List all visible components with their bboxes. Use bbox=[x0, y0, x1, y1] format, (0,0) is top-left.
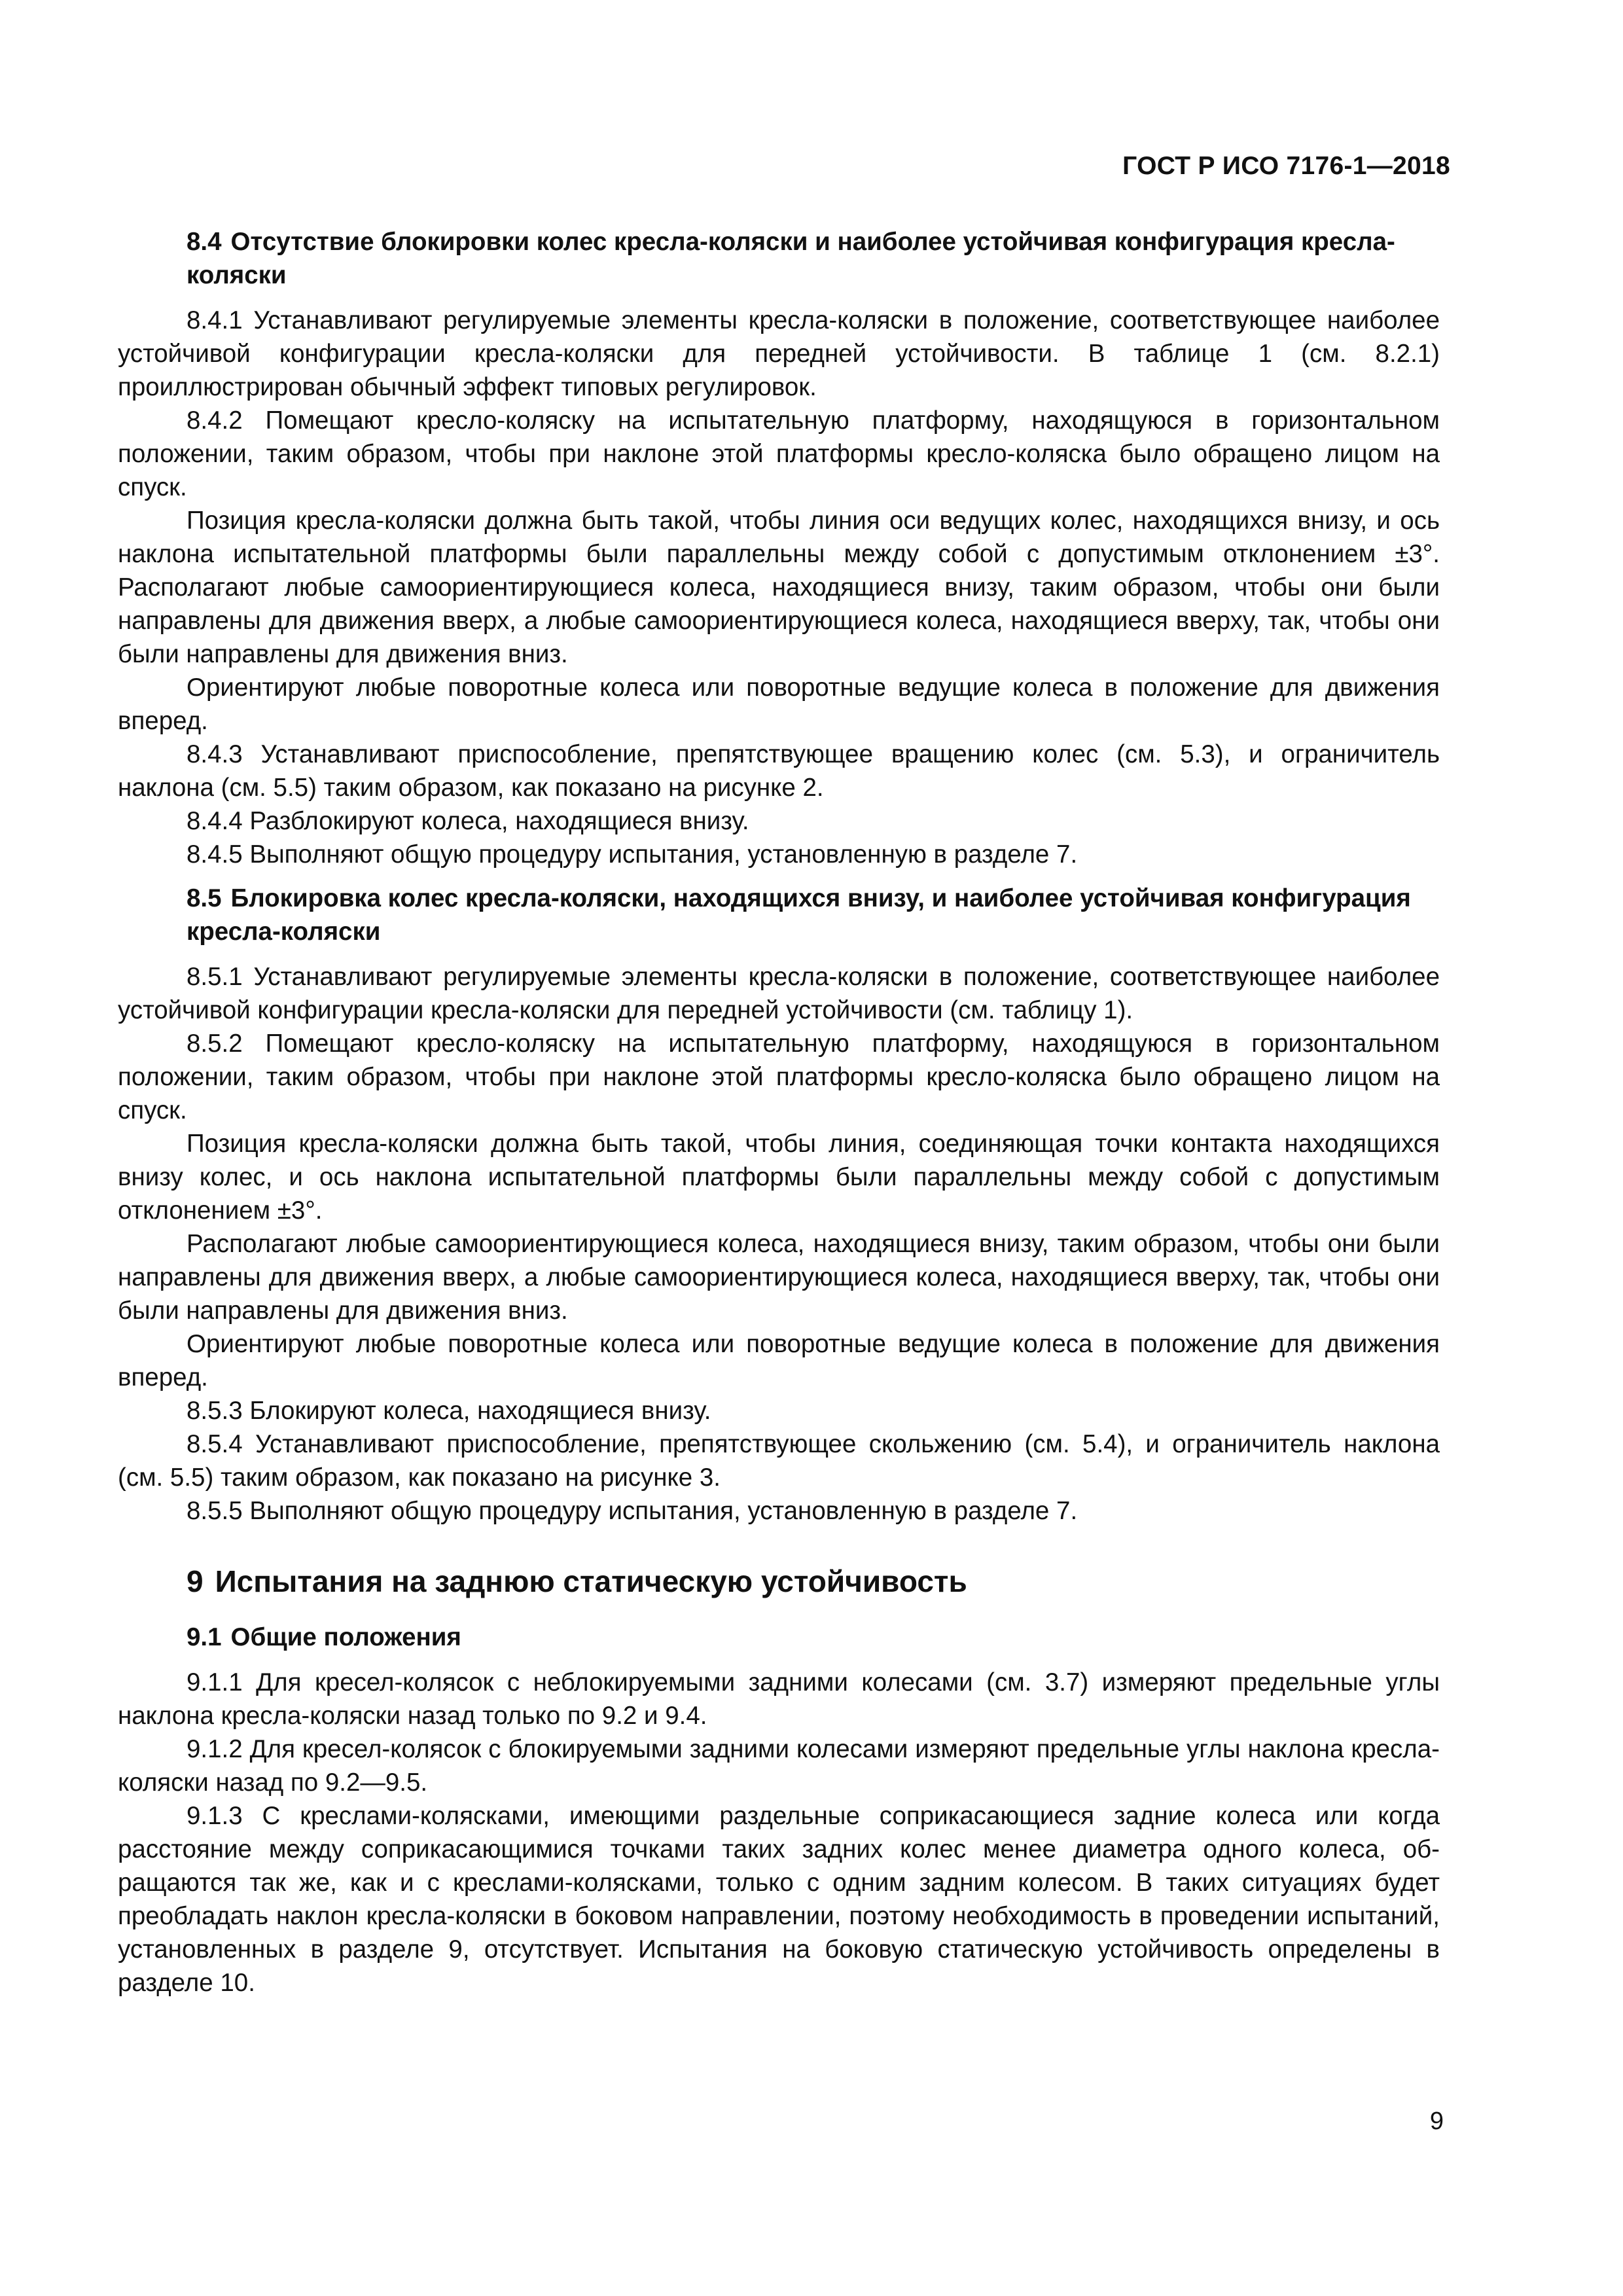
document-code-header: ГОСТ Р ИСО 7176-1—2018 bbox=[1122, 152, 1450, 180]
paragraph: 8.5.2 Помещают кресло-коляску на испытательную платформу, находящуюся в горизонтальном положении, таким образом, чтобы при наклоне этой платформы кресло-коляска было обращено лицом на спуск. bbox=[118, 1030, 1440, 1124]
paragraph: 8.4.5 Выполняют общую процедуру испытания, установленную в разделе 7. bbox=[187, 840, 1078, 869]
paragraph: 8.5.4 Устанавливают приспособление, препятствующее скольжению (см. 5.4), и ограничитель наклона (см. 5.5) таким образом, как показано на рисунке 3. bbox=[118, 1430, 1440, 1492]
paragraph: Позиция кресла-коляски должна быть такой, чтобы линия, соединяющая точки контакта находящихся внизу колес, и ось наклона испытательной платформы были параллельны между собой с допустимым отклонением ±3°. bbox=[118, 1130, 1440, 1225]
paragraph: 8.4.1 Устанавливают регулируемые элементы кресла-коляски в положение, соответствующее наиболее устойчивой конфигурации кресла-коляски для передней устойчивости. В таблице 1 (см. 8.2.1) проиллюстрирован обычный эффект типовых регулировок. bbox=[118, 306, 1440, 401]
section-title: Отсутствие блокировки колес кресла-коляски и наиболее устойчивая конфигурация кресла-коляски bbox=[187, 228, 1395, 289]
paragraph: 9.1.1 Для кресел-колясок с неблокируемыми задними колесами (см. 3.7) измеряют предельные углы наклона кресла-коляски назад только по 9.2 и 9.4. bbox=[118, 1668, 1440, 1730]
paragraph: 8.4.2 Помещают кресло-коляску на испытательную платформу, находящуюся в горизонтальном положении, таким образом, чтобы при наклоне этой платформы кресло-коляска было обращено лицом на спуск. bbox=[118, 406, 1440, 501]
section-heading-9-1 bbox=[118, 1621, 1440, 1654]
chapter-title: Испытания на заднюю статическую устойчивость bbox=[215, 1564, 967, 1598]
paragraph: 9.1.2 Для кресел-колясок с блокируемыми задними колесами измеряют предельные углы наклона кресла-коляски назад по 9.2—9.5. bbox=[118, 1735, 1440, 1797]
paragraph: 8.4.4 Разблокируют колеса, находящиеся внизу. bbox=[187, 807, 749, 835]
section-number: 9.1 bbox=[187, 1623, 222, 1651]
paragraph: 8.5.1 Устанавливают регулируемые элементы кресла-коляски в положение, соответствующее наиболее устойчивой конфигурации кресла-коляски для передней устойчивости (см. таблицу 1). bbox=[118, 963, 1440, 1024]
paragraph: 8.4.3 Устанавливают приспособление, препятствующее вращению колес (см. 5.3), и ограничитель наклона (см. 5.5) таким образом, как показано на рисунке 2. bbox=[118, 740, 1440, 802]
section-number: 8.4 bbox=[187, 228, 222, 256]
paragraph: 8.5.3 Блокируют колеса, находящиеся внизу. bbox=[187, 1397, 711, 1425]
section-number: 8.5 bbox=[187, 884, 222, 912]
chapter-heading-9 bbox=[118, 1562, 1440, 1601]
section-heading-8-5 bbox=[118, 882, 1440, 948]
paragraph: Располагают любые самоориентирующиеся колеса, находящиеся внизу, таким образом, чтобы они были направлены для движения вверх, а любые самоориентирующиеся колеса, находящиеся вверху, так, чтобы они были направлены для движения вниз. bbox=[118, 1230, 1440, 1325]
paragraph: 9.1.3 С креслами-колясками, имеющими раздельные соприкасающиеся задние колеса или когда расстояние между соприкасающимися точками таких задних колес менее диаметра одного колеса, обращаются так же, как и с креслами-колясками, только с одним задним колесом. В таких ситуациях будет преобладать наклон кресла-коляски в боковом направлении, поэтому необходимость в проведении испытаний, установленных в разделе 9, отсутствует. Испытания на боковую статическую устойчивость определены в разделе 10. bbox=[118, 1802, 1440, 1997]
paragraph: 8.5.5 Выполняют общую процедуру испытания, установленную в разделе 7. bbox=[187, 1497, 1078, 1525]
section-title: Общие положения bbox=[230, 1623, 461, 1651]
chapter-number: 9 bbox=[187, 1564, 204, 1598]
paragraph: Позиция кресла-коляски должна быть такой, чтобы линия оси ведущих колес, находящихся внизу, и ось наклона испытательной платформы были параллельны между собой с допустимым отклонением ±3°. Располагают любые самоориентирующиеся колеса, находящиеся внизу, таким образом, чтобы они были направлены для движения вверх, а любые самоориентирующиеся колеса, находящиеся вверху, так, чтобы они были направлены для движения вниз. bbox=[118, 507, 1440, 668]
section-title: Блокировка колес кресла-коляски, находящихся внизу, и наиболее устойчивая конфигурация кресла-коляски bbox=[187, 884, 1411, 946]
paragraph: Ориентируют любые поворотные колеса или поворотные ведущие колеса в положение для движения вперед. bbox=[118, 1330, 1440, 1391]
section-heading-8-4 bbox=[118, 225, 1440, 292]
paragraph: Ориентируют любые поворотные колеса или поворотные ведущие колеса в положение для движения вперед. bbox=[118, 673, 1440, 735]
page-number: 9 bbox=[1429, 2108, 1444, 2135]
document-body bbox=[118, 225, 1440, 2000]
